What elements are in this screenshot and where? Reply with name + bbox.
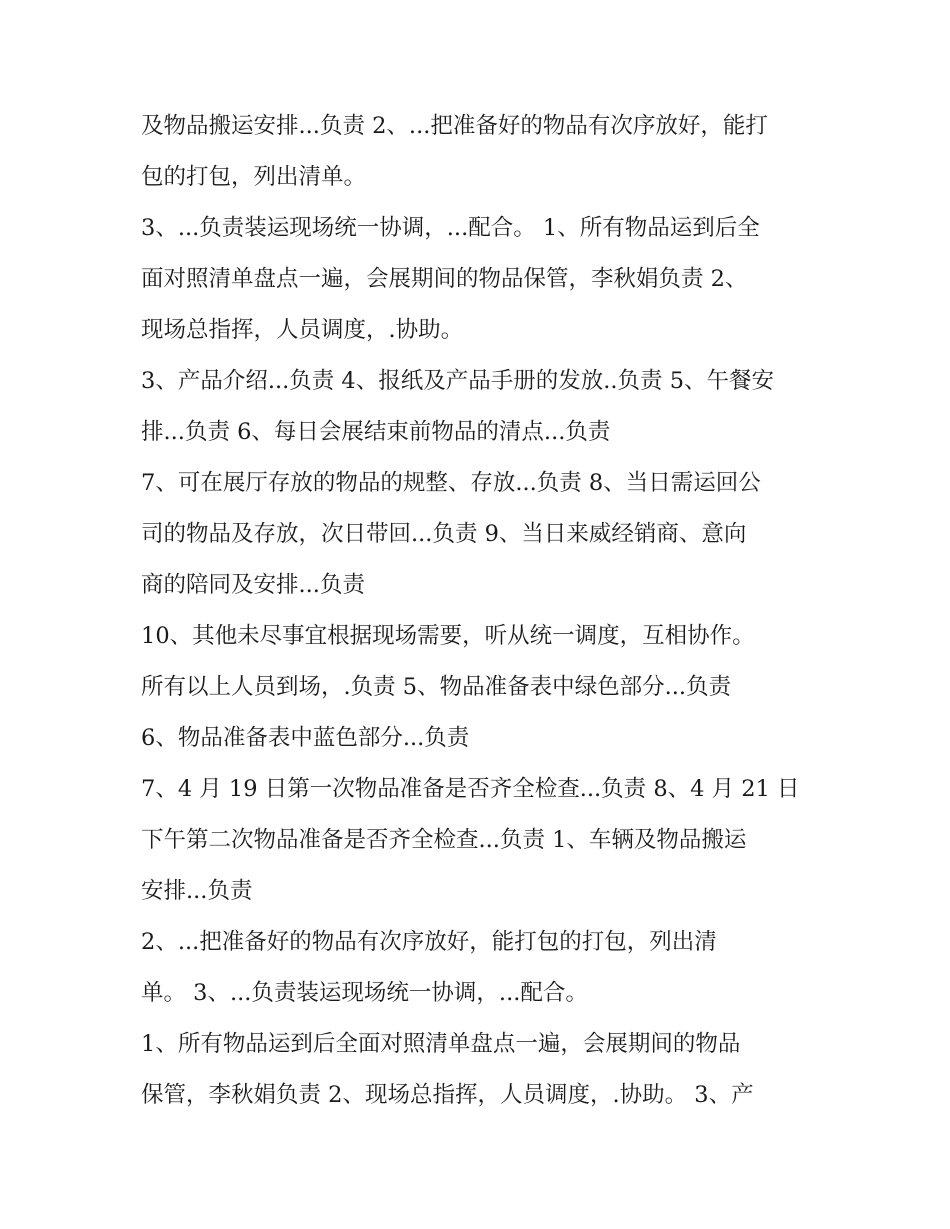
- text-line: 面对照清单盘点一遍，会展期间的物品保管，李秋娟负责 2、: [141, 266, 748, 292]
- text-line: 7、4 月 19 日第一次物品准备是否齐全检查...负责 8、4 月 21 日: [141, 776, 800, 802]
- text-line: 现场总指挥，人员调度，.协助。: [141, 317, 464, 343]
- text-line: 安排...负责: [141, 878, 253, 904]
- text-line: 商的陪同及安排...负责: [141, 572, 365, 598]
- text-line: 6、物品准备表中蓝色部分...负责: [141, 725, 470, 751]
- text-line: 10、其他未尽事宜根据现场需要，听从统一调度，互相协作。: [141, 623, 755, 649]
- text-line: 排...负责 6、每日会展结束前物品的清点...负责: [141, 419, 611, 445]
- text-line: 2、...把准备好的物品有次序放好，能打包的打包，列出清: [141, 929, 717, 955]
- text-line: 单。 3、...负责装运现场统一协调，...配合。: [141, 980, 588, 1006]
- text-line: 及物品搬运安排...负责 2、...把准备好的物品有次序放好，能打: [141, 113, 768, 139]
- text-line: 3、产品介绍...负责 4、报纸及产品手册的发放..负责 5、午餐安: [141, 368, 775, 394]
- text-line: 包的打包，列出清单。: [141, 164, 367, 190]
- text-line: 司的物品及存放，次日带回...负责 9、当日来威经销商、意向: [141, 521, 747, 547]
- text-line: 下午第二次物品准备是否齐全检查...负责 1、车辆及物品搬运: [141, 827, 747, 853]
- text-line: 保管，李秋娟负责 2、现场总指挥，人员调度，.协助。 3、产: [141, 1082, 754, 1108]
- text-line: 7、可在展厅存放的物品的规整、存放...负责 8、当日需运回公: [141, 470, 761, 496]
- text-line: 所有以上人员到场，.负责 5、物品准备表中绿色部分...负责: [141, 674, 732, 700]
- text-line: 3、...负责装运现场统一协调，...配合。 1、所有物品运到后全: [141, 215, 760, 241]
- text-line: 1、所有物品运到后全面对照清单盘点一遍，会展期间的物品: [141, 1031, 741, 1057]
- document-body: [141, 101, 821, 1121]
